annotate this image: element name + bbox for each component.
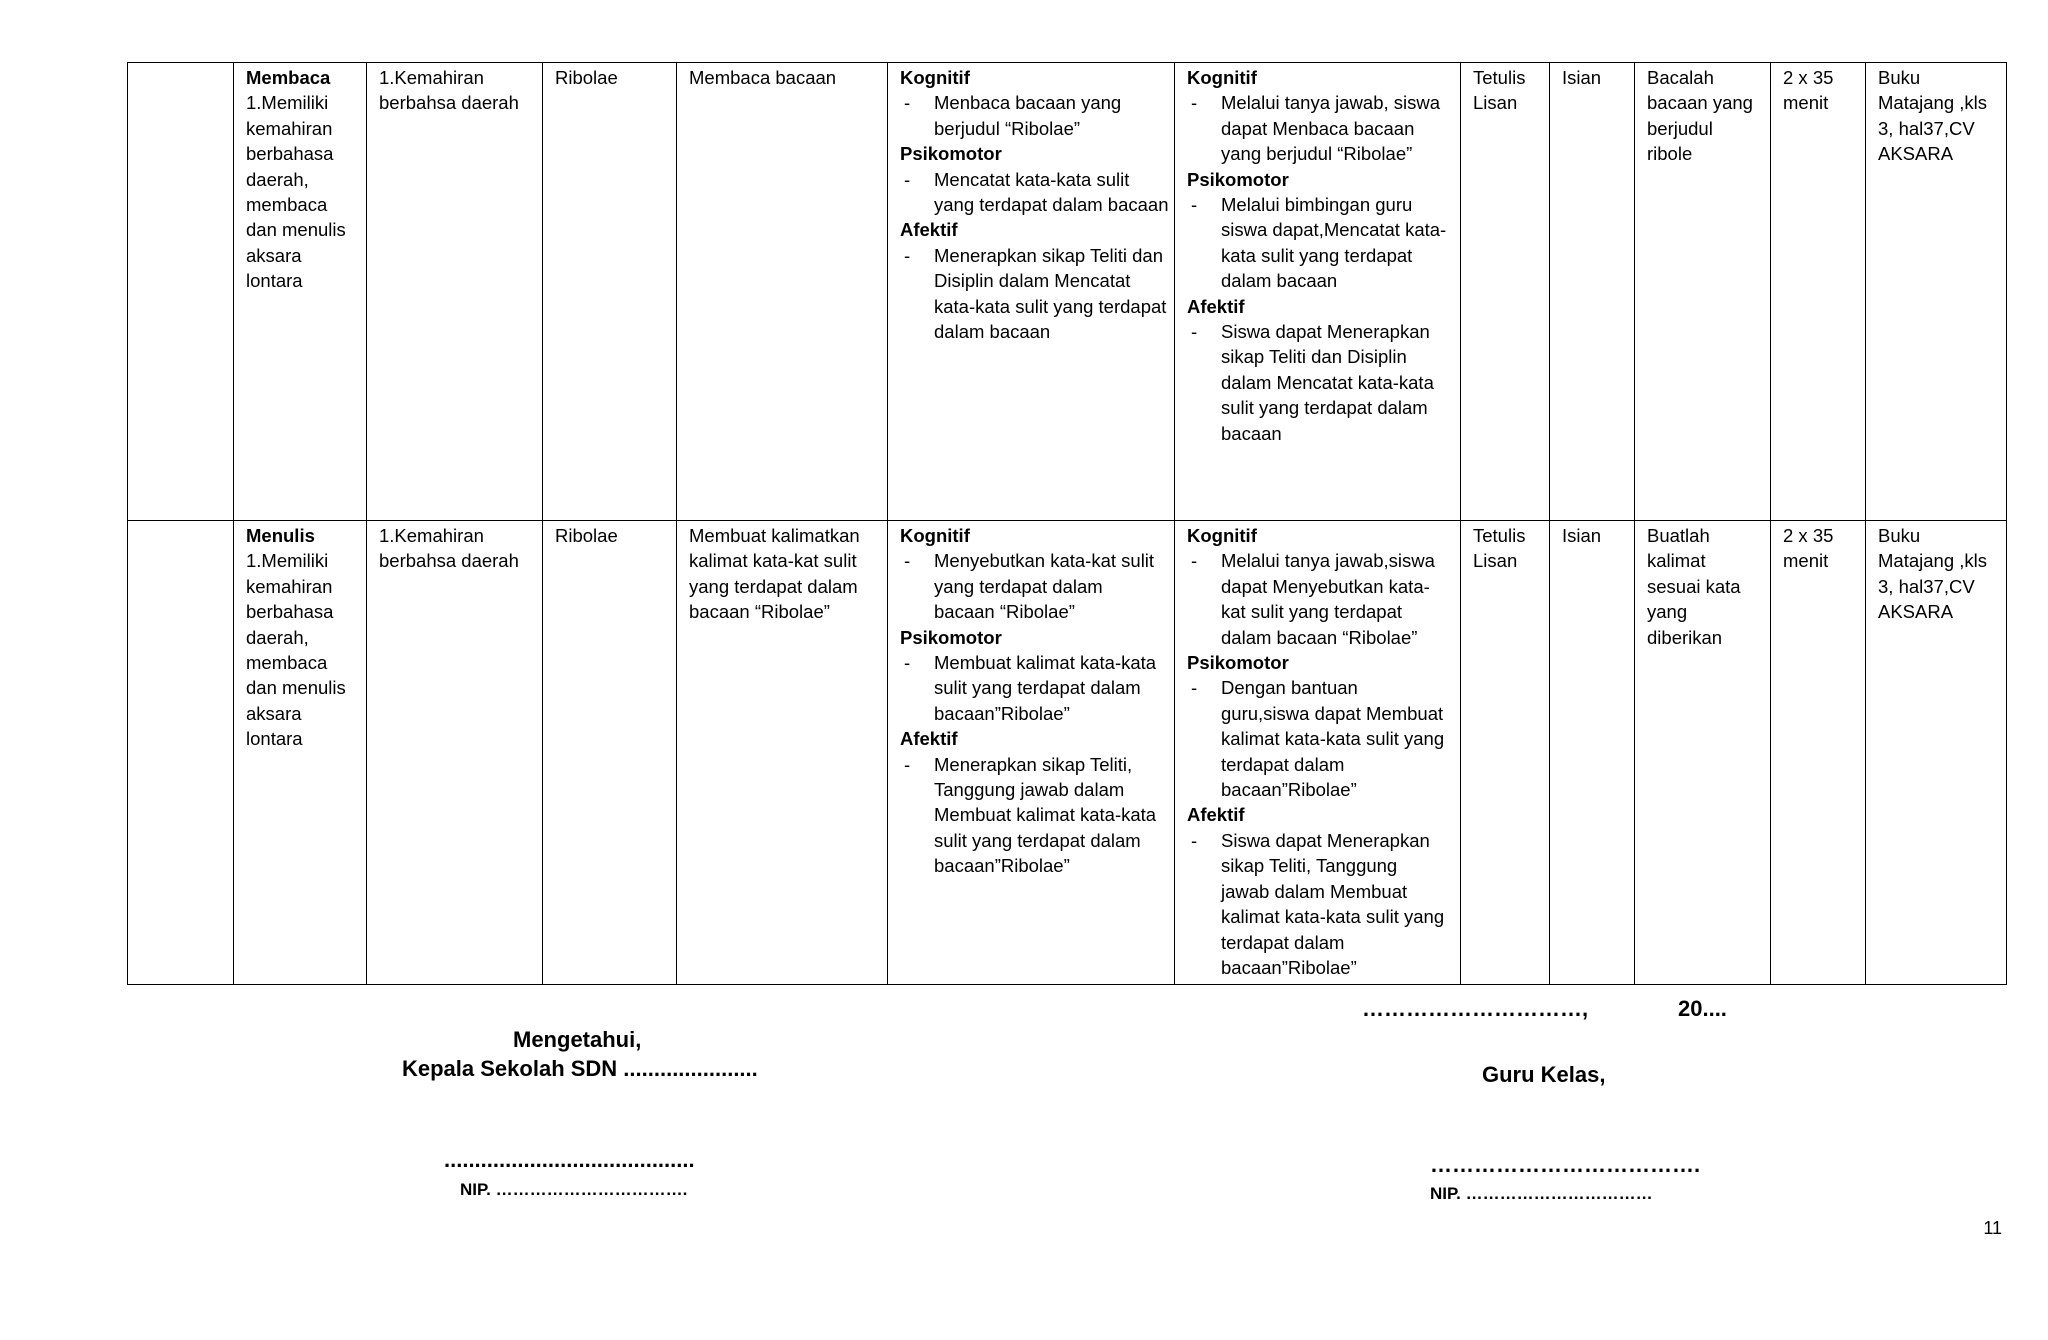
- dash-bullet: -: [1191, 550, 1198, 572]
- learning-item: [1187, 192, 1448, 294]
- teacher-position: Guru Kelas,: [1482, 1062, 1606, 1087]
- learning-heading: Afektif: [1187, 804, 1245, 826]
- material-cell: [543, 521, 677, 985]
- cell-text-line: dalam Mencatat kata-kata: [1221, 371, 1434, 393]
- cell-text-line: yang terdapat dalam: [934, 575, 1103, 597]
- cell-text-line: Melalui tanya jawab,siswa: [1221, 550, 1435, 572]
- dash-bullet: -: [904, 753, 911, 775]
- time-line: 2 x 35: [1783, 67, 1834, 88]
- learning-item: [1187, 828, 1448, 980]
- objective-item-text: [934, 548, 1162, 624]
- competency-line: berbahasa: [246, 601, 334, 623]
- cell-text-line: kalimat kata-kata sulit yang: [1221, 728, 1445, 750]
- competency-line: lontara: [246, 728, 303, 750]
- learning-item: [1187, 319, 1448, 446]
- source-line: AKSARA: [1878, 601, 1954, 623]
- cell-text-line: sulit yang terdapat dalam: [1221, 397, 1428, 419]
- cell-text-line: bacaan”Ribolae”: [1221, 779, 1357, 801]
- competency-line: lontara: [246, 270, 303, 292]
- teacher-nip: NIP. ……………………………: [1430, 1184, 1653, 1203]
- cell-text-line: sikap Teliti dan Disiplin: [1221, 346, 1407, 368]
- source-line: 3, hal37,CV: [1878, 117, 1975, 139]
- cell-text-line: Membuat kalimat kata-kata: [934, 652, 1157, 674]
- learning-heading: Kognitif: [1187, 525, 1257, 546]
- material-cell: [543, 63, 677, 521]
- instrument-cell: [1635, 521, 1771, 985]
- cell-text-line: yang berjudul “Ribolae”: [1221, 143, 1413, 165]
- acknowledged-heading: Mengetahui,: [513, 1027, 642, 1052]
- objective-heading: Kognitif: [900, 67, 970, 88]
- activity-line: Membuat kalimatkan: [689, 525, 860, 546]
- competency-line: aksara: [246, 702, 302, 724]
- lesson-plan-table: [127, 62, 2007, 985]
- skill-title: Membaca: [246, 67, 331, 88]
- cell-text-line: dalam bacaan: [1221, 270, 1338, 292]
- activity-cell: [677, 521, 888, 985]
- date-year: 20....: [1678, 996, 1727, 1021]
- objective-item-text: [934, 167, 1169, 218]
- cell-text-line: kata-kata sulit yang terdapat: [934, 295, 1167, 317]
- indicator-line: berbahsa daerah: [379, 92, 519, 114]
- dash-bullet: -: [1191, 321, 1198, 343]
- principal-name-line: .........................................: [444, 1147, 695, 1172]
- cell-text-line: Siswa dapat Menerapkan: [1221, 321, 1430, 343]
- learning-heading: Psikomotor: [1187, 168, 1289, 190]
- cell-text-line: dalam bacaan: [934, 321, 1051, 343]
- learning-item-text: [1221, 675, 1448, 802]
- objective-item: [900, 243, 1167, 345]
- indicator-line: 1.Kemahiran: [379, 525, 484, 546]
- principal-position: Kepala Sekolah SDN ......................: [402, 1056, 758, 1081]
- objective-item: [900, 90, 1162, 141]
- cell-text-line: sulit yang terdapat dalam: [934, 829, 1141, 851]
- dash-bullet: -: [904, 652, 911, 674]
- cell-text-line: Mencatat kata-kata sulit: [934, 168, 1130, 190]
- source-cell: [1866, 521, 2007, 985]
- activity-line: Membaca bacaan: [689, 67, 837, 88]
- dash-bullet: -: [904, 92, 911, 114]
- instrument-line: Buatlah: [1647, 525, 1710, 546]
- time-cell: [1771, 63, 1866, 521]
- competency-cell: [234, 63, 367, 521]
- cell-text-line: yang terdapat dalam bacaan: [934, 194, 1169, 216]
- competency-line: kemahiran: [246, 117, 333, 139]
- instrument-line: sesuai kata: [1647, 575, 1741, 597]
- source-line: Matajang ,kls: [1878, 550, 1987, 572]
- time-line: menit: [1783, 92, 1829, 114]
- objective-item-text: [934, 752, 1162, 879]
- instrument-cell: [1635, 63, 1771, 521]
- cell-text-line: dapat Menyebutkan kata-: [1221, 575, 1430, 597]
- cell-text-line: bacaan”Ribolae”: [934, 855, 1070, 877]
- learning-item-text: [1221, 548, 1448, 650]
- learning-heading: Kognitif: [1187, 67, 1257, 88]
- cell-text-line: bacaan”Ribolae”: [1221, 956, 1357, 978]
- objective-heading: Afektif: [900, 728, 958, 750]
- instrument-line: yang: [1647, 601, 1688, 623]
- learning-item-text: [1221, 192, 1448, 294]
- competency-cell: [234, 521, 367, 985]
- objective-item-text: [934, 243, 1166, 345]
- objective-item: [900, 650, 1162, 726]
- cell-text-line: siswa dapat,Mencatat kata-: [1221, 219, 1447, 241]
- number-cell: [128, 63, 234, 521]
- dash-bullet: -: [904, 244, 911, 266]
- objective-heading: Psikomotor: [900, 143, 1002, 165]
- objective-item: [900, 548, 1162, 624]
- cell-text-line: Menerapkan sikap Teliti dan: [934, 244, 1163, 266]
- cell-text-line: dapat Menbaca bacaan: [1221, 117, 1415, 139]
- objective-heading: Kognitif: [900, 525, 970, 546]
- table-row: [128, 63, 2007, 521]
- cell-text-line: kat sulit yang terdapat: [1221, 601, 1402, 623]
- time-line: menit: [1783, 550, 1829, 572]
- competency-line: berbahasa: [246, 143, 334, 165]
- activity-line: bacaan “Ribolae”: [689, 601, 830, 623]
- competency-line: 1.Memiliki: [246, 550, 329, 572]
- indicator-cell: [367, 63, 543, 521]
- assessment-form-cell: [1550, 521, 1635, 985]
- learning-item-text: [1221, 319, 1448, 446]
- competency-line: membaca: [246, 652, 328, 674]
- activity-line: kalimat kata-kat sulit: [689, 550, 857, 572]
- cell-text-line: bacaan “Ribolae”: [934, 601, 1075, 623]
- page-number: 11: [1983, 1218, 2002, 1238]
- place-date-line: …………………………,: [1362, 996, 1589, 1021]
- cell-text-line: Membuat kalimat kata-kata: [934, 804, 1157, 826]
- objectives-cell: [888, 63, 1175, 521]
- source-cell: [1866, 63, 2007, 521]
- dash-bullet: -: [1191, 92, 1198, 114]
- assessment-type-line: Tetulis: [1473, 67, 1526, 88]
- assessment-form-text: Isian: [1562, 525, 1602, 546]
- dash-bullet: -: [1191, 829, 1198, 851]
- assessment-type-line: Lisan: [1473, 550, 1518, 572]
- dash-bullet: -: [904, 550, 911, 572]
- objective-heading: Psikomotor: [900, 626, 1002, 648]
- learning-item-text: [1221, 828, 1448, 980]
- learning-cell: [1175, 521, 1461, 985]
- instrument-line: Bacalah: [1647, 67, 1714, 88]
- indicator-line: 1.Kemahiran: [379, 67, 484, 88]
- competency-line: daerah,: [246, 626, 309, 648]
- competency-line: dan menulis: [246, 677, 346, 699]
- learning-item: [1187, 90, 1448, 166]
- indicator-cell: [367, 521, 543, 985]
- source-line: AKSARA: [1878, 143, 1954, 165]
- source-line: Buku: [1878, 525, 1921, 546]
- learning-heading: Afektif: [1187, 295, 1245, 317]
- cell-text-line: Disiplin dalam Mencatat: [934, 270, 1131, 292]
- instrument-line: diberikan: [1647, 626, 1723, 648]
- assessment-type-cell: [1461, 521, 1550, 985]
- learning-cell: [1175, 63, 1461, 521]
- skill-title: Menulis: [246, 525, 315, 546]
- source-line: Matajang ,kls: [1878, 92, 1987, 114]
- objectives-cell: [888, 521, 1175, 985]
- competency-line: 1.Memiliki: [246, 92, 329, 114]
- cell-text-line: Siswa dapat Menerapkan: [1221, 829, 1430, 851]
- cell-text-line: guru,siswa dapat Membuat: [1221, 702, 1444, 724]
- cell-text-line: Tanggung jawab dalam: [934, 779, 1125, 801]
- cell-text-line: Menbaca bacaan yang: [934, 92, 1122, 114]
- cell-text-line: Menyebutkan kata-kat sulit: [934, 550, 1155, 572]
- assessment-type-cell: [1461, 63, 1550, 521]
- assessment-type-line: Tetulis: [1473, 525, 1526, 546]
- dash-bullet: -: [1191, 677, 1198, 699]
- competency-line: aksara: [246, 244, 302, 266]
- source-line: 3, hal37,CV: [1878, 575, 1975, 597]
- dash-bullet: -: [904, 168, 911, 190]
- source-line: Buku: [1878, 67, 1921, 88]
- cell-text-line: sikap Teliti, Tanggung: [1221, 855, 1398, 877]
- activity-line: yang terdapat dalam: [689, 575, 858, 597]
- learning-item: [1187, 675, 1448, 802]
- teacher-name-line: ……………………………….: [1430, 1152, 1701, 1177]
- cell-text-line: bacaan”Ribolae”: [934, 702, 1070, 724]
- dash-bullet: -: [1191, 194, 1198, 216]
- objective-item: [900, 167, 1169, 218]
- time-cell: [1771, 521, 1866, 985]
- cell-text-line: berjudul “Ribolae”: [934, 117, 1081, 139]
- cell-text-line: terdapat dalam: [1221, 753, 1345, 775]
- material-text: Ribolae: [555, 525, 618, 546]
- competency-line: kemahiran: [246, 575, 333, 597]
- assessment-form-cell: [1550, 63, 1635, 521]
- cell-text-line: sulit yang terdapat dalam: [934, 677, 1141, 699]
- instrument-line: kalimat: [1647, 550, 1706, 572]
- competency-line: membaca: [246, 194, 328, 216]
- learning-item: [1187, 548, 1448, 650]
- cell-text-line: bacaan: [1221, 422, 1282, 444]
- instrument-line: berjudul: [1647, 117, 1713, 139]
- table-row: [128, 521, 2007, 985]
- cell-text-line: jawab dalam Membuat: [1221, 880, 1408, 902]
- objective-item-text: [934, 650, 1162, 726]
- cell-text-line: Melalui bimbingan guru: [1221, 194, 1413, 216]
- learning-item-text: [1221, 90, 1448, 166]
- instrument-line: bacaan yang: [1647, 92, 1753, 114]
- instrument-line: ribole: [1647, 143, 1693, 165]
- assessment-form-text: Isian: [1562, 67, 1602, 88]
- objective-item: [900, 752, 1162, 879]
- principal-nip: NIP. …………………………….: [460, 1180, 688, 1199]
- competency-line: dan menulis: [246, 219, 346, 241]
- activity-cell: [677, 63, 888, 521]
- cell-text-line: kata sulit yang terdapat: [1221, 244, 1413, 266]
- number-cell: [128, 521, 234, 985]
- learning-heading: Psikomotor: [1187, 652, 1289, 674]
- objective-heading: Afektif: [900, 219, 958, 241]
- cell-text-line: dalam bacaan “Ribolae”: [1221, 626, 1418, 648]
- assessment-type-line: Lisan: [1473, 92, 1518, 114]
- cell-text-line: terdapat dalam: [1221, 931, 1345, 953]
- cell-text-line: Dengan bantuan: [1221, 677, 1358, 699]
- cell-text-line: Melalui tanya jawab, siswa: [1221, 92, 1441, 114]
- objective-item-text: [934, 90, 1162, 141]
- cell-text-line: kalimat kata-kata sulit yang: [1221, 906, 1445, 928]
- indicator-line: berbahsa daerah: [379, 550, 519, 572]
- material-text: Ribolae: [555, 67, 618, 88]
- time-line: 2 x 35: [1783, 525, 1834, 546]
- competency-line: daerah,: [246, 168, 309, 190]
- cell-text-line: Menerapkan sikap Teliti,: [934, 753, 1133, 775]
